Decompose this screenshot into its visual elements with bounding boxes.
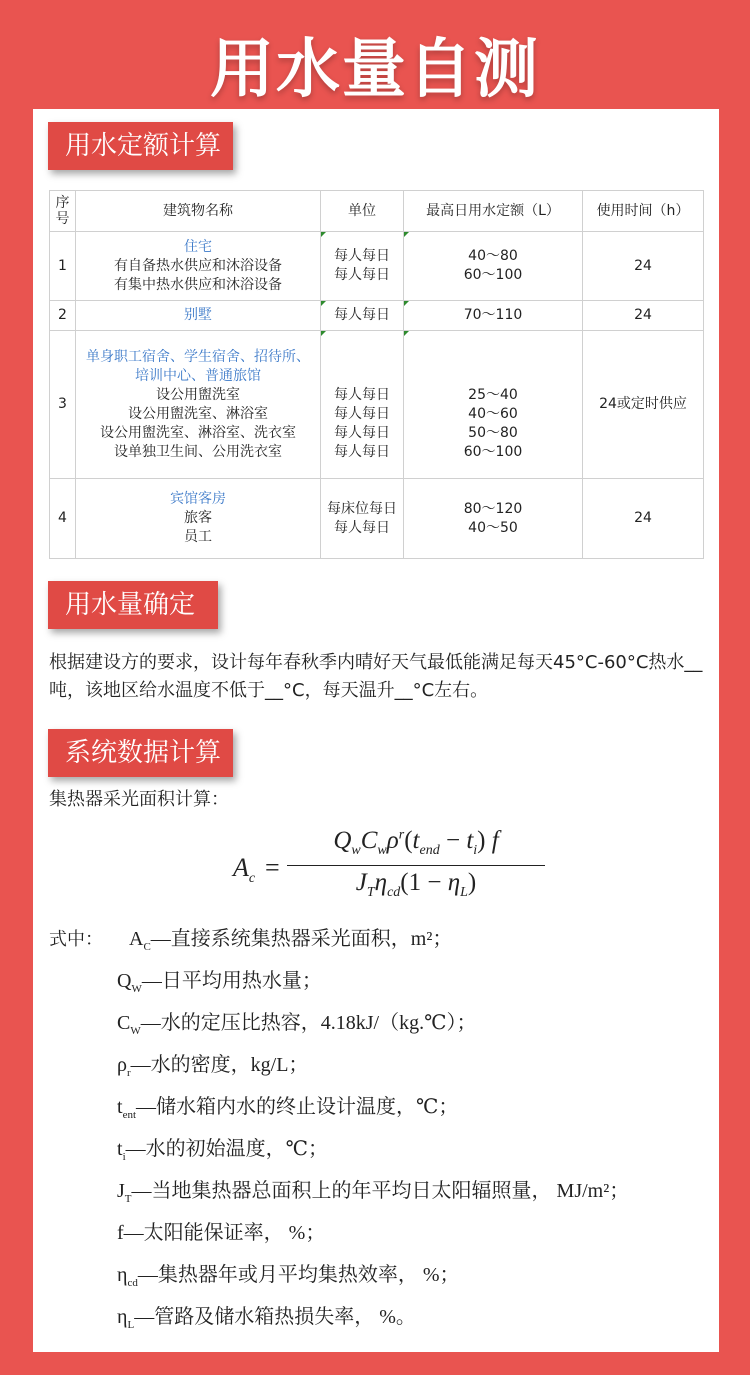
building-item: 设公用盥洗室、淋浴室 bbox=[128, 405, 268, 422]
formula-numerator: $Q_wC_w\rho^r(t_{end} - t_i)$ f bbox=[333, 827, 499, 858]
formula-equals: = bbox=[265, 853, 280, 882]
header-no: 序号 bbox=[50, 191, 76, 232]
quota-item: 80～120 bbox=[463, 500, 523, 517]
building-title: 住宅 bbox=[184, 238, 212, 255]
formula-denominator: $J_T\eta_{cd}(1 - \eta_L)$ bbox=[355, 869, 477, 900]
building-item: 有自备热水供应和沐浴设备 bbox=[114, 257, 282, 274]
row-quota bbox=[404, 331, 583, 479]
quota-item: 40～50 bbox=[468, 519, 518, 536]
building-item: 设公用盥洗室 bbox=[156, 386, 240, 403]
determine-text: 根据建设方的要求，设计每年春秋季内晴好天气最低能满足每天45°C-60°C热水__吨，该地区给水温度不低于__°C，每天温升__°C左右。 bbox=[49, 652, 703, 701]
section-tag-quota: 用水定额计算 bbox=[48, 122, 233, 170]
unit-item: 每人每日 bbox=[334, 424, 390, 441]
unit-item: 每人每日 bbox=[334, 405, 390, 422]
collector-area-label: 集热器采光面积计算： bbox=[49, 789, 229, 810]
water-quota-table bbox=[49, 190, 704, 559]
row-no: 3 bbox=[50, 331, 76, 479]
row-building bbox=[76, 232, 321, 301]
table-row bbox=[50, 232, 704, 301]
quota-item: 70～110 bbox=[463, 307, 523, 323]
unit-item: 每人每日 bbox=[334, 519, 390, 536]
row-quota bbox=[404, 479, 583, 559]
quota-item: 60～100 bbox=[463, 267, 523, 283]
row-unit bbox=[321, 232, 404, 301]
section-tag-system: 系统数据计算 bbox=[48, 729, 233, 777]
row-time: 24 bbox=[583, 301, 704, 331]
definition-line: $\rho_r—$水的密度，kg/L； bbox=[117, 1054, 309, 1079]
page-title: 用水量自测 bbox=[210, 33, 540, 107]
definition-line: $J_T—$当地集热器总面积上的年平均日太阳辐照量， MJ/m²； bbox=[117, 1180, 630, 1205]
unit-item: 每人每日 bbox=[334, 443, 390, 460]
header-time: 使用时间（h） bbox=[583, 191, 704, 232]
content-panel bbox=[33, 109, 719, 1352]
building-item: 设公用盥洗室、淋浴室、洗衣室 bbox=[100, 424, 296, 441]
row-no: 2 bbox=[50, 301, 76, 331]
definition-line: f—太阳能保证率， %； bbox=[117, 1222, 326, 1244]
unit-item: 每人每日 bbox=[334, 386, 390, 403]
building-title: 别墅 bbox=[184, 307, 212, 323]
row-building bbox=[76, 301, 321, 331]
header-unit: 单位 bbox=[321, 191, 404, 232]
section-tag-determine: 用水量确定 bbox=[48, 581, 218, 629]
quota-item: 40～80 bbox=[468, 248, 518, 264]
row-no: 4 bbox=[50, 479, 76, 559]
row-unit bbox=[321, 479, 404, 559]
unit-item: 每人每日 bbox=[334, 267, 390, 283]
definition-line: 式中： $A_C—$直接系统集热器采光面积，m²； bbox=[49, 928, 453, 953]
quota-item: 50～80 bbox=[468, 424, 518, 441]
row-building bbox=[76, 479, 321, 559]
table-row bbox=[50, 301, 704, 331]
header-building: 建筑物名称 bbox=[76, 191, 321, 232]
row-time: 24 bbox=[583, 232, 704, 301]
quota-item: 60～100 bbox=[463, 443, 523, 460]
definition-line: $\eta_L—$管路及储水箱热损失率， %。 bbox=[117, 1306, 416, 1331]
formula-fraction-bar bbox=[287, 865, 545, 866]
unit-item: 每床位每日 bbox=[327, 500, 397, 517]
row-quota bbox=[404, 232, 583, 301]
unit-item: 每人每日 bbox=[334, 307, 390, 323]
table-row bbox=[50, 331, 704, 479]
definitions-prefix: 式中： bbox=[49, 929, 103, 950]
row-time: 24或定时供应 bbox=[583, 331, 704, 479]
row-building bbox=[76, 331, 321, 479]
row-time: 24 bbox=[583, 479, 704, 559]
building-item: 旅客 bbox=[184, 510, 212, 526]
row-no: 1 bbox=[50, 232, 76, 301]
building-item: 设单独卫生间、公用洗衣室 bbox=[114, 443, 282, 460]
definition-line: $t_i—$水的初始温度，℃； bbox=[117, 1138, 328, 1163]
quota-item: 40～60 bbox=[468, 405, 518, 422]
header-quota: 最高日用水定额（L） bbox=[404, 191, 583, 232]
definition-line: $C_W—$水的定压比热容，4.18kJ/（kg.℃）； bbox=[117, 1012, 477, 1037]
formula-lhs: $A_c$ bbox=[233, 853, 256, 887]
building-item: 有集中热水供应和沐浴设备 bbox=[114, 276, 282, 293]
building-item: 员工 bbox=[184, 529, 212, 545]
building-title: 宾馆客房 bbox=[170, 491, 226, 507]
table-header-row bbox=[50, 191, 704, 232]
collector-area-formula bbox=[233, 827, 533, 907]
definition-line: $\eta_{cd}—$集热器年或月平均集热效率， %； bbox=[117, 1264, 460, 1289]
table-row bbox=[50, 479, 704, 559]
definition-line: $t_{ent}—$储水箱内水的终止设计温度，℃； bbox=[117, 1096, 459, 1121]
definition-line: $Q_W—$日平均用热水量； bbox=[117, 970, 322, 995]
row-quota bbox=[404, 301, 583, 331]
row-unit bbox=[321, 301, 404, 331]
unit-item: 每人每日 bbox=[334, 248, 390, 264]
building-title: 单身职工宿舍、学生宿舍、招待所、培训中心、普通旅馆 bbox=[86, 348, 310, 384]
row-unit bbox=[321, 331, 404, 479]
quota-item: 25～40 bbox=[468, 386, 518, 403]
